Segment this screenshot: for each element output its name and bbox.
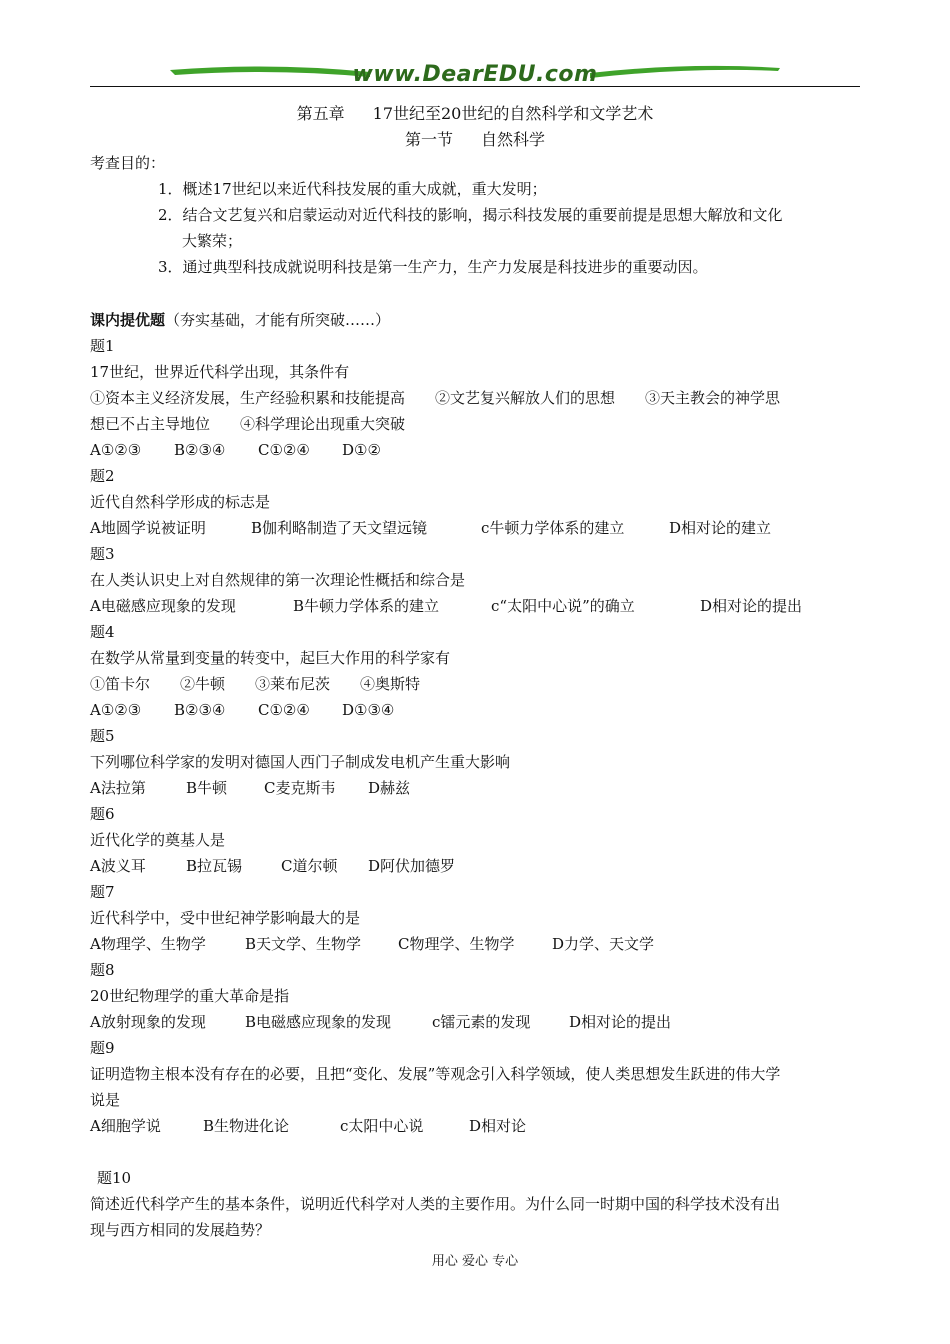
page-footer: 用心 爱心 专心 — [431, 1254, 519, 1269]
question-stem: 近代科学中，受中世纪神学影响最大的是 — [90, 909, 361, 927]
question-label: 题6 — [90, 805, 115, 823]
chapter-name: 17世纪至20世纪的自然科学和文学艺术 — [372, 104, 654, 123]
option: A①②③ — [90, 701, 142, 719]
question-label: 题4 — [90, 623, 115, 641]
section-title — [0, 127, 950, 150]
option: A法拉第 — [90, 779, 146, 797]
option: A电磁感应现象的发现 — [90, 597, 236, 615]
answer-options — [90, 856, 455, 876]
question-stem: 简述近代科学产生的基本条件，说明近代科学对人类的主要作用。为什么同一时期中国的科学技术没有出 — [90, 1195, 781, 1213]
answer-options — [90, 1012, 671, 1032]
option: B牛顿力学体系的建立 — [293, 597, 440, 615]
option: D赫兹 — [368, 779, 411, 797]
option: C①②④ — [258, 441, 310, 459]
question-label: 题8 — [90, 961, 115, 979]
option: D力学、天文学 — [552, 935, 655, 953]
option: C物理学、生物学 — [398, 935, 515, 953]
option: B②③④ — [174, 701, 226, 719]
question-stem: 下列哪位科学家的发明对德国人西门子制成发电机产生重大影响 — [90, 753, 511, 771]
option: C道尔顿 — [281, 857, 338, 875]
section-heading-note: （夯实基础，才能有所突破……） — [165, 311, 391, 329]
answer-options — [90, 1116, 526, 1136]
question-line: 现与西方相同的发展趋势？ — [90, 1221, 271, 1239]
option: A放射现象的发现 — [90, 1013, 206, 1031]
option: D阿伏加德罗 — [368, 857, 456, 875]
question-stem: 17世纪，世界近代科学出现，其条件有 — [90, 363, 350, 381]
option: A①②③ — [90, 441, 142, 459]
question-line: 想已不占主导地位 ④科学理论出现重大突破 — [90, 415, 406, 433]
option: c镭元素的发现 — [432, 1013, 531, 1031]
objective-item: 2．结合文艺复兴和启蒙运动对近代科技的影响，揭示科技发展的重要前提是思想大解放和文化 — [158, 206, 783, 224]
option: C①②④ — [258, 701, 310, 719]
option: c牛顿力学体系的建立 — [481, 519, 625, 537]
objective-item: 1．概述17世纪以来近代科技发展的重大成就，重大发明； — [158, 180, 547, 198]
option: D相对论的提出 — [569, 1013, 672, 1031]
header-banner — [90, 58, 860, 94]
answer-options — [90, 440, 381, 460]
option: D相对论的建立 — [669, 519, 772, 537]
question-stem: 20世纪物理学的重大革命是指 — [90, 987, 290, 1005]
option: D①② — [342, 441, 381, 459]
answer-options — [90, 596, 802, 616]
option: B牛顿 — [186, 779, 228, 797]
option: D①③④ — [342, 701, 395, 719]
answer-options — [90, 700, 394, 720]
chapter-title — [0, 101, 950, 124]
question-stem: 在数学从常量到变量的转变中，起巨大作用的科学家有 — [90, 649, 451, 667]
question-label: 题9 — [90, 1039, 115, 1057]
option: B天文学、生物学 — [245, 935, 362, 953]
option: B拉瓦锡 — [186, 857, 243, 875]
site-logo-text: www.DearEDU.com — [352, 62, 598, 87]
option: B生物进化论 — [203, 1117, 290, 1135]
section-heading-bold: 课内提优题 — [90, 311, 166, 329]
option: A波义耳 — [90, 857, 146, 875]
header-rule — [90, 86, 860, 87]
section-number: 第一节 — [404, 130, 453, 149]
chapter-number: 第五章 — [296, 104, 345, 123]
question-line: 说是 — [90, 1091, 121, 1109]
option: D相对论 — [469, 1117, 527, 1135]
question-label: 题7 — [90, 883, 115, 901]
question-line: ①笛卡尔 ②牛顿 ③莱布尼茨 ④奥斯特 — [90, 675, 421, 693]
question-label: 题3 — [90, 545, 115, 563]
option: A物理学、生物学 — [90, 935, 206, 953]
objective-item: 3．通过典型科技成就说明科技是第一生产力，生产力发展是科技进步的重要动因。 — [158, 258, 708, 276]
option: B电磁感应现象的发现 — [245, 1013, 392, 1031]
answer-options — [90, 778, 410, 798]
answer-options — [90, 518, 771, 538]
question-line: ①资本主义经济发展，生产经验积累和技能提高 ②文艺复兴解放人们的思想 ③天主教会的神学思 — [90, 389, 781, 407]
option: B伽利略制造了天文望远镜 — [251, 519, 428, 537]
question-label: 题1 — [90, 337, 115, 355]
option: c“太阳中心说”的确立 — [491, 597, 635, 615]
objective-item: 大繁荣； — [182, 232, 243, 250]
option: C麦克斯韦 — [264, 779, 336, 797]
option: B②③④ — [174, 441, 226, 459]
answer-options — [90, 934, 654, 954]
section-heading — [90, 310, 390, 330]
question-stem: 在人类认识史上对自然规律的第一次理论性概括和综合是 — [90, 571, 466, 589]
option: D相对论的提出 — [700, 597, 803, 615]
section-name: 自然科学 — [481, 130, 546, 149]
question-stem: 证明造物主根本没有存在的必要，且把“变化、发展”等观念引入科学领域，使人类思想发生跃进的伟大学 — [90, 1065, 781, 1083]
question-label: 题2 — [90, 467, 115, 485]
question-stem: 近代自然科学形成的标志是 — [90, 493, 271, 511]
question-label: 题10 — [97, 1169, 132, 1187]
objectives-heading: 考查目的： — [90, 154, 166, 172]
option: A细胞学说 — [90, 1117, 161, 1135]
option: A地圆学说被证明 — [90, 519, 206, 537]
question-label: 题5 — [90, 727, 115, 745]
option: c太阳中心说 — [340, 1117, 424, 1135]
question-stem: 近代化学的奠基人是 — [90, 831, 226, 849]
